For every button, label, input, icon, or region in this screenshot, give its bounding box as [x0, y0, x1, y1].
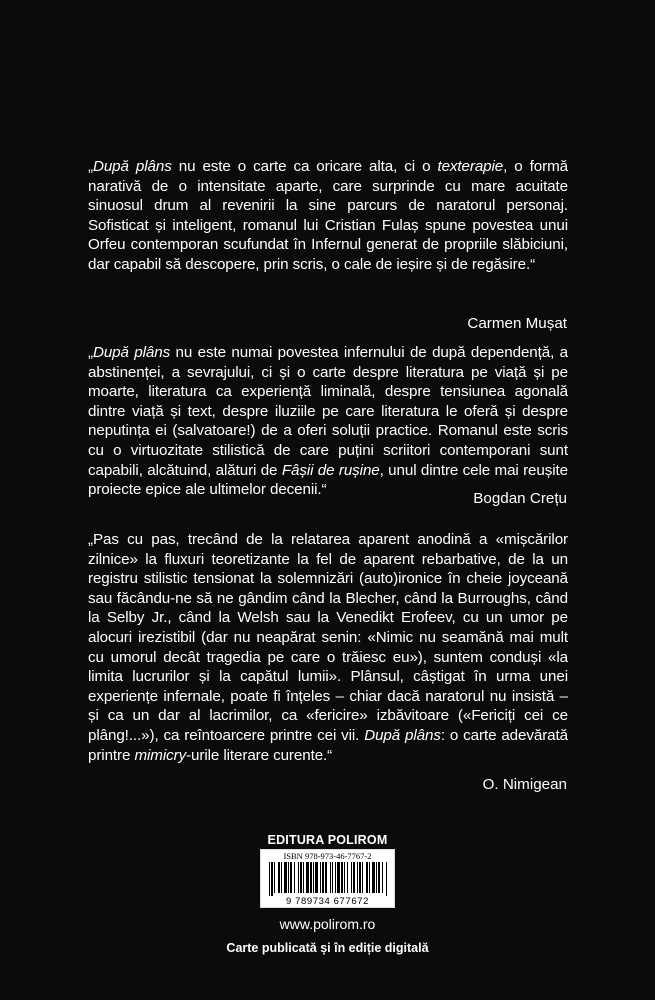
- quote-3: [88, 530, 568, 765]
- quote-1: [88, 157, 568, 275]
- quote-3-author: O. Nimigean: [482, 776, 567, 793]
- isbn-label: ISBN 978-973-46-7767-2: [283, 851, 372, 861]
- publisher-website: www.polirom.ro: [279, 916, 376, 932]
- quote-3-text: „Pas cu pas, trecând de la relatarea aparent anodină a «mișcărilor zilnice» la fluxuri teoretizante la fel de aparent rebarbative, de la un registru stilistic tensionat la solemnizări (auto)ironice în cheie joyceană sau făcându-ne să ne gândim când la Blecher, când la Burroughs, când la Selby Jr., când la Welsh sau la Venedikt Erofeev, cu un umor pe alocuri irezistibil (dar nu neapărat senin: «Nimic nu seamănă mai mult cu umorul decât tragedia pe care o trăiesc eu»), suntem conduși «la limita lucrurilor și la capătul lumii». Plânsul, câștigat în urma unei experiențe infernale, poate fi înțeles – chiar dacă naratorul nu insistă – și ca un dar al lacrimilor, ca «fericire» izbăvitoare («Fericiți cei ce plâng!...»), ca reîntoarcere printre cei vii. După plâns: o carte adevărată printre mimicry-urile literare curente.“: [88, 531, 568, 764]
- digital-edition-note: Carte publicată și în ediție digitală: [226, 941, 429, 955]
- barcode-digits: 9 789734 677672: [286, 896, 369, 907]
- isbn-barcode: [260, 849, 395, 908]
- publisher-name: EDITURA POLIROM: [267, 833, 388, 847]
- quote-2-text: „După plâns nu este numai povestea infernului de după dependență, a abstinenței, a sevrajului, ci și o carte despre literatura pe viață și pe moarte, literatura ca experiență liminală, despre tensiunea agonală dintre viață și text, despre iluziile pe care literatura le oferă și despre neputința ei (salvatoare!) de a oferi soluții practice. Romanul este scris cu o virtuozitate stilistică de care puțini scriitori contemporani sunt capabili, alcătuind, alături de Fâșii de rușine, unul dintre cele mai reușite proiecte epice ale ultimelor decenii.“: [88, 344, 568, 499]
- quote-1-text: „După plâns nu este o carte ca oricare alta, ci o texterapie, o formă narativă de o intensitate aparte, care surprinde cu mare acuitate sinuosul drum al revenirii la sine parcurs de naratorul personaj. Sofisticat și inteligent, romanul lui Cristian Fulaș spune povestea unui Orfeu contemporan scufundat în Infernul generat de propriile slăbiciuni, dar capabil să descopere, prin scris, o cale de ieșire și de regăsire.“: [88, 158, 568, 273]
- barcode-bars-icon: [269, 862, 388, 896]
- quote-1-author: Carmen Mușat: [467, 315, 567, 332]
- quote-2: [88, 343, 568, 500]
- quote-2-author: Bogdan Crețu: [473, 490, 567, 507]
